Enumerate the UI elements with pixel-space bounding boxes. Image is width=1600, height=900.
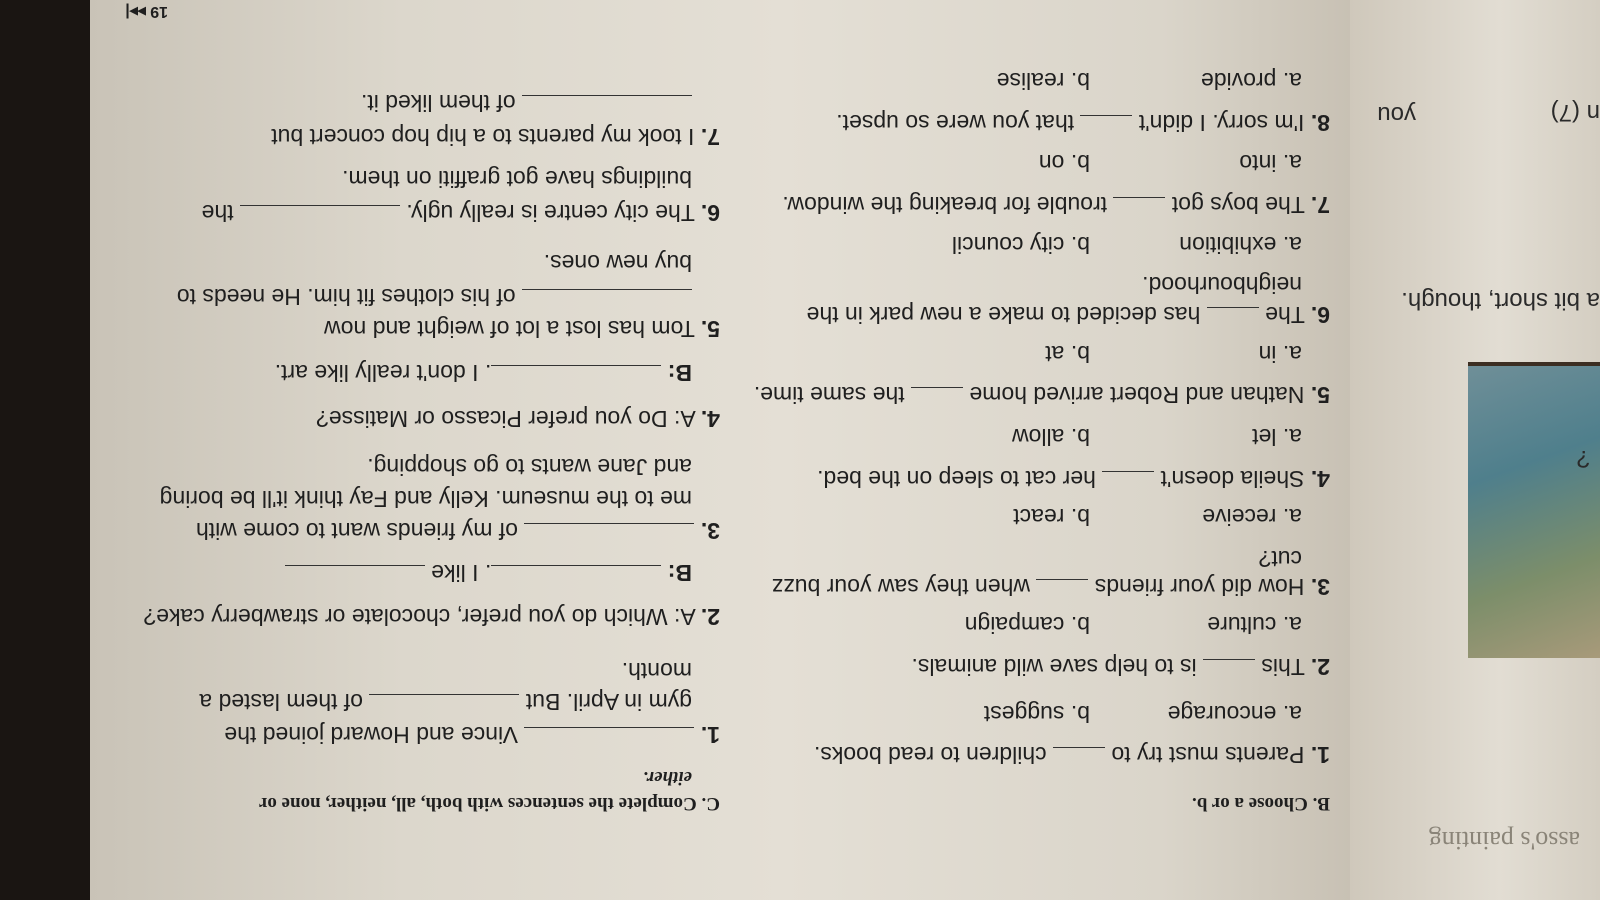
b-q8-option-a[interactable]: a. provide bbox=[1200, 68, 1302, 94]
answer-blank[interactable] bbox=[1053, 747, 1105, 768]
answer-blank[interactable] bbox=[491, 565, 661, 586]
answer-blank[interactable] bbox=[369, 694, 519, 715]
answer-blank[interactable] bbox=[1036, 579, 1088, 600]
c-q6-line2: buildings have got graffiti on them. bbox=[342, 166, 692, 192]
c-q1-line1: 1. Vince and Howard joined the bbox=[224, 722, 720, 748]
b-q4-option-b[interactable]: b. allow bbox=[1012, 424, 1090, 450]
answer-blank[interactable] bbox=[911, 387, 963, 408]
b-q6-option-a[interactable]: a. exhibition bbox=[1179, 232, 1302, 258]
b-q5-option-a[interactable]: a. in bbox=[1258, 341, 1302, 367]
c-q4-line1: 4. A: Do you prefer Picasso or Matisse? bbox=[316, 406, 720, 432]
c-q3-line2: me to the museum. Kelly and Fay think it'll be boring bbox=[159, 486, 692, 512]
answer-blank[interactable] bbox=[524, 523, 694, 544]
answer-blank[interactable] bbox=[1203, 659, 1255, 680]
c-q2-line1: 2. A: Which do you prefer, chocolate or strawberry cake? bbox=[143, 604, 720, 630]
answer-blank[interactable] bbox=[1102, 471, 1154, 492]
b-q2-option-a[interactable]: a. culture bbox=[1207, 612, 1302, 638]
section-b-heading: B. Choose a or b. bbox=[1192, 793, 1330, 814]
b-q4: 4. Sheila doesn't her cat to sleep on the bed. bbox=[817, 466, 1330, 492]
b-q2-option-b[interactable]: b. campaign bbox=[964, 612, 1090, 638]
section-c-heading-cont: either. bbox=[642, 767, 692, 788]
answer-blank[interactable] bbox=[1207, 307, 1259, 328]
b-q5-option-b[interactable]: b. at bbox=[1045, 341, 1090, 367]
b-q6-option-b[interactable]: b. city council bbox=[951, 232, 1090, 258]
b-q4-option-a[interactable]: a. let bbox=[1252, 424, 1302, 450]
c-q5-line2: of his clothes fit him. He needs to bbox=[177, 283, 692, 310]
b-q7-option-a[interactable]: a. into bbox=[1239, 150, 1302, 176]
b-q8-option-b[interactable]: b. realise bbox=[996, 68, 1090, 94]
b-q6-line2: neighbourhood. bbox=[1142, 272, 1302, 298]
b-q6: 6. The has decided to make a new park in the bbox=[806, 302, 1330, 328]
page-number: 19 ▸▸| bbox=[125, 3, 168, 20]
answer-blank[interactable] bbox=[491, 365, 661, 386]
section-c-heading: C. Complete the sentences with both, all, neither, none or bbox=[258, 793, 720, 814]
c-q5-line3: buy new ones. bbox=[543, 250, 692, 276]
side-question-mark: ? bbox=[1576, 445, 1590, 472]
b-q1: 1. Parents must try to children to read books. bbox=[813, 742, 1330, 768]
c-q3-line3: and Jane wants to go shopping. bbox=[367, 454, 692, 480]
side-bottom-b: you bbox=[1377, 101, 1416, 128]
b-q5: 5. Nathan and Robert arrived home the same time. bbox=[753, 382, 1330, 408]
c-q5-line1: 5. Tom has lost a lot of weight and now bbox=[324, 316, 720, 342]
answer-blank[interactable] bbox=[1113, 197, 1165, 218]
answer-blank[interactable] bbox=[285, 565, 425, 586]
answer-blank[interactable] bbox=[522, 95, 692, 116]
side-title: asso's painting bbox=[1428, 826, 1580, 855]
c-q1-line3: month. bbox=[621, 658, 692, 684]
c-q7-line2: of them liked it. bbox=[361, 89, 692, 116]
b-q8: 8. I'm sorry. I didn't that you were so upset. bbox=[836, 110, 1330, 136]
side-text-short: a bit short, though. bbox=[1401, 287, 1600, 314]
c-q6-line1: 6. The city centre is really ugly. the bbox=[201, 200, 720, 226]
b-q3: 3. How did your friends when they saw your buzz bbox=[771, 574, 1330, 600]
c-q1-line2: gym in April. But of them lasted a bbox=[199, 689, 692, 715]
b-q2: 2. This is to help save wild animals. bbox=[911, 654, 1330, 680]
c-q3-line1: 3. of my friends want to come with bbox=[195, 518, 720, 544]
c-q2-line2: B: . I like bbox=[285, 559, 692, 586]
c-q7-line1: 7. I took my parents to a hip hop concert but bbox=[271, 124, 720, 150]
b-q3-option-a[interactable]: a. receive bbox=[1202, 504, 1302, 530]
side-bottom-a: n (7) bbox=[1550, 99, 1600, 126]
page-arrow-icon: ▸▸| bbox=[125, 3, 146, 20]
answer-blank[interactable] bbox=[1080, 115, 1132, 136]
b-q7: 7. The boys got trouble for breaking the window. bbox=[782, 192, 1330, 218]
b-q3-option-b[interactable]: b. react bbox=[1013, 504, 1090, 530]
b-q1-option-a[interactable]: a. encourage bbox=[1167, 701, 1302, 727]
answer-blank[interactable] bbox=[522, 289, 692, 310]
c-q4-line2: B: . I don't really like art. bbox=[274, 360, 692, 386]
b-q1-option-b[interactable]: b. suggest bbox=[983, 701, 1090, 727]
answer-blank[interactable] bbox=[524, 727, 694, 748]
b-q7-option-b[interactable]: b. on bbox=[1038, 150, 1090, 176]
b-q3-line2: cut? bbox=[1258, 546, 1302, 572]
answer-blank[interactable] bbox=[240, 205, 400, 226]
